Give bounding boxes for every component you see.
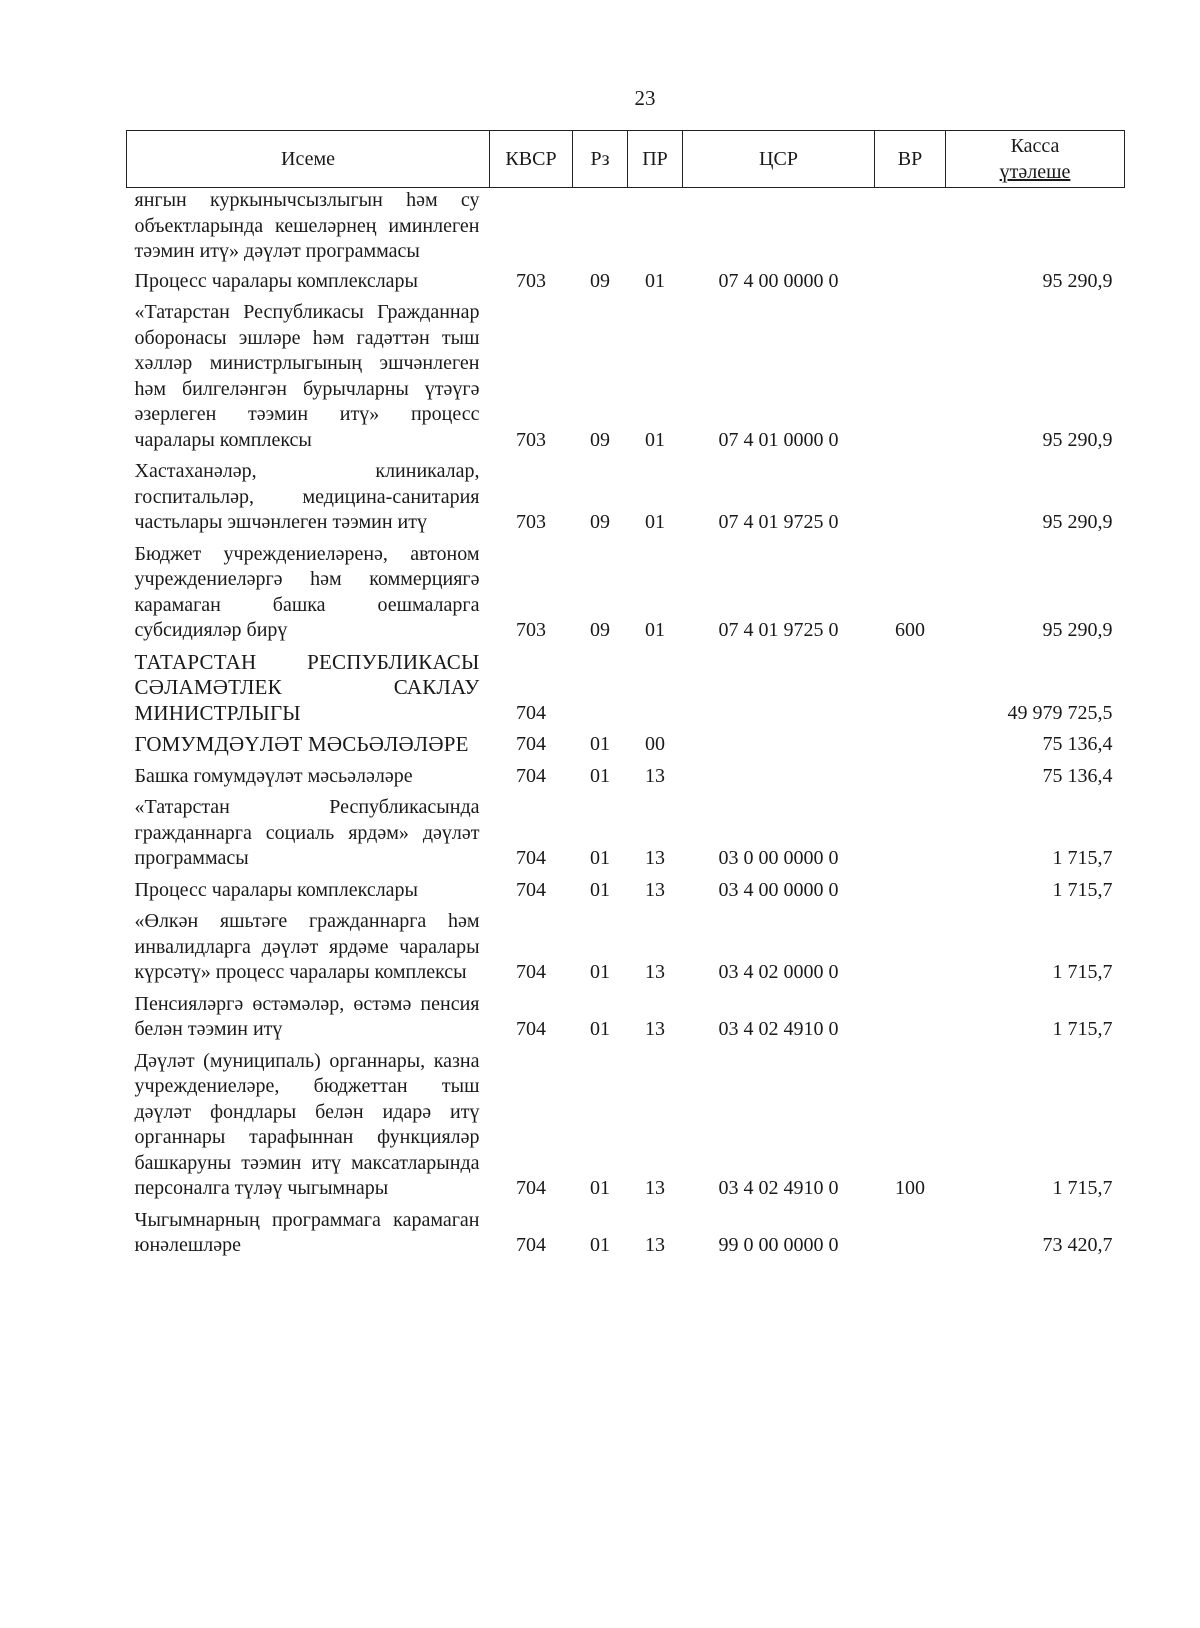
cell-pr: 01 xyxy=(645,619,665,641)
cell-rz: 01 xyxy=(590,764,610,787)
table-row xyxy=(127,300,1125,459)
table-row xyxy=(127,188,1125,269)
cell-kvsr: 704 xyxy=(516,764,546,787)
cell-kvsr: 703 xyxy=(516,428,546,451)
cell-vr xyxy=(875,1208,946,1265)
cell-csr xyxy=(683,732,875,764)
cell-kassa: 95 290,9 xyxy=(1042,619,1113,641)
cell-kassa: 1 715,7 xyxy=(1052,1018,1113,1040)
cell-name: «Өлкән яшьтәге гражданнарга һәм инвалидларга дәүләт ярдәме чаралары күрсәтү» процесс чаралары комплексы xyxy=(134,910,480,983)
header-pr: ПР xyxy=(628,131,683,188)
cell-rz: 09 xyxy=(590,428,610,451)
cell-csr: 03 4 00 0000 0 xyxy=(718,878,839,901)
cell-vr xyxy=(875,992,946,1049)
cell-pr: 13 xyxy=(645,961,665,983)
cell-rz: 01 xyxy=(590,961,610,983)
cell-pr xyxy=(628,650,683,733)
cell-vr: 100 xyxy=(895,1177,925,1199)
cell-kassa: 49 979 725,5 xyxy=(1007,701,1113,724)
cell-pr: 00 xyxy=(645,733,665,755)
table-row xyxy=(127,1208,1125,1265)
cell-kassa: 1 715,7 xyxy=(1052,878,1113,901)
cell-csr xyxy=(683,188,875,269)
cell-csr: 03 4 02 0000 0 xyxy=(718,961,839,983)
cell-kassa: 75 136,4 xyxy=(1042,733,1113,755)
header-kassa-line1: Касса xyxy=(1010,135,1060,157)
table-body xyxy=(127,188,1125,1265)
cell-name: Процесс чаралары комплекслары xyxy=(134,878,418,901)
cell-pr: 01 xyxy=(645,511,665,533)
cell-vr xyxy=(875,188,946,269)
table-row xyxy=(127,459,1125,542)
cell-vr xyxy=(875,269,946,301)
cell-kvsr: 704 xyxy=(516,733,546,755)
cell-pr: 01 xyxy=(645,269,665,292)
table-row xyxy=(127,542,1125,650)
cell-pr: 13 xyxy=(645,1234,665,1256)
cell-pr xyxy=(628,188,683,269)
cell-kvsr: 703 xyxy=(516,619,546,641)
table-row xyxy=(127,1049,1125,1208)
cell-rz: 01 xyxy=(590,1234,610,1256)
header-kvsr: КВСР xyxy=(490,131,573,188)
cell-name: Пенсияләргә өстәмәләр, өстәмә пенсия белән тәэмин итү xyxy=(134,992,480,1040)
header-rz: Рз xyxy=(573,131,628,188)
cell-rz: 01 xyxy=(590,878,610,901)
cell-rz: 01 xyxy=(590,733,610,755)
cell-vr xyxy=(875,650,946,733)
cell-csr: 07 4 01 9725 0 xyxy=(718,511,839,533)
cell-name: Бюджет учреждениеләренә, автоном учреждениеләргә һәм коммерциягә карамаган башка оешмаларга субсидияләр бирү xyxy=(134,542,480,641)
cell-vr: 600 xyxy=(895,619,925,641)
table-row xyxy=(127,650,1125,733)
cell-pr: 13 xyxy=(645,878,665,901)
cell-csr: 07 4 01 0000 0 xyxy=(718,428,839,451)
cell-name: «Татарстан Республикасы Гражданнар оборонасы эшләре һәм гадәттән тыш хәлләр министрлыгының эшчәнлеген һәм билгеләнгән бурычларны үтәүгә әзерлеген тәэмин итү» процесс чаралары комплексы xyxy=(134,301,480,451)
header-name: Исеме xyxy=(127,131,490,188)
cell-kvsr: 704 xyxy=(516,1177,546,1199)
cell-kassa: 1 715,7 xyxy=(1052,847,1113,869)
cell-kassa: 95 290,9 xyxy=(1042,269,1113,292)
cell-vr xyxy=(875,732,946,764)
table-row xyxy=(127,764,1125,796)
cell-kvsr: 704 xyxy=(516,878,546,901)
cell-csr: 03 4 02 4910 0 xyxy=(718,1018,839,1040)
cell-csr: 07 4 01 9725 0 xyxy=(718,619,839,641)
cell-name: Хастаханәләр, клиникалар, госпитальләр, медицина-санитария частьлары эшчәнлеген тәэмин итү xyxy=(134,460,480,533)
table-row xyxy=(127,909,1125,992)
cell-name: Чыгымнарның программага карамаган юнәлешләре xyxy=(134,1208,480,1256)
cell-name: Дәүләт (муниципаль) органнары, казна учреждениеләре, бюджеттан тыш дәүләт фондлары белән идарә итү органнары тарафыннан функцияләр башкаруны тәэмин итү максатларында персоналга түләү чыгымнары xyxy=(134,1049,480,1199)
cell-name: ТАТАРСТАН РЕСПУБЛИКАСЫ СӘЛАМӘТЛЕК САКЛАУ МИНИСТРЛЫГЫ xyxy=(134,649,480,725)
cell-pr: 01 xyxy=(645,428,665,451)
cell-kassa: 73 420,7 xyxy=(1042,1234,1113,1256)
cell-kassa xyxy=(946,188,1125,269)
cell-name: Башка гомумдәүләт мәсьәләләре xyxy=(134,764,413,787)
cell-name: Процесс чаралары комплекслары xyxy=(134,269,418,292)
cell-kassa: 1 715,7 xyxy=(1052,961,1113,983)
cell-rz: 09 xyxy=(590,269,610,292)
cell-pr: 13 xyxy=(645,1177,665,1199)
cell-rz: 09 xyxy=(590,619,610,641)
cell-kassa: 1 715,7 xyxy=(1052,1177,1113,1199)
cell-pr: 13 xyxy=(645,1018,665,1040)
cell-csr: 03 4 02 4910 0 xyxy=(718,1177,839,1199)
cell-csr xyxy=(683,650,875,733)
cell-rz: 01 xyxy=(590,1177,610,1199)
cell-rz xyxy=(573,650,628,733)
table-row xyxy=(127,795,1125,878)
cell-csr: 07 4 00 0000 0 xyxy=(718,269,839,292)
cell-kvsr: 704 xyxy=(516,961,546,983)
table-row xyxy=(127,878,1125,910)
cell-vr xyxy=(875,909,946,992)
cell-csr xyxy=(683,764,875,796)
page-number: 23 xyxy=(634,86,656,110)
cell-name: ГОМУМДӘҮЛӘТ МӘСЬӘЛӘЛӘРЕ xyxy=(134,732,469,756)
cell-kvsr xyxy=(490,188,573,269)
header-kassa-line2: үтәлеше xyxy=(999,161,1071,183)
cell-vr xyxy=(875,764,946,796)
cell-kvsr: 704 xyxy=(516,847,546,869)
table-row xyxy=(127,992,1125,1049)
cell-vr xyxy=(875,878,946,910)
table-row xyxy=(127,732,1125,764)
cell-rz: 01 xyxy=(590,1018,610,1040)
header-csr: ЦСР xyxy=(683,131,875,188)
budget-table xyxy=(126,130,1125,1265)
cell-rz: 09 xyxy=(590,511,610,533)
cell-pr: 13 xyxy=(645,764,665,787)
cell-rz: 01 xyxy=(590,847,610,869)
header-kassa xyxy=(946,131,1125,188)
table-row xyxy=(127,269,1125,301)
cell-kvsr: 704 xyxy=(516,1018,546,1040)
cell-kvsr: 704 xyxy=(516,1234,546,1256)
cell-name: «Татарстан Республикасында гражданнарга социаль ярдәм» дәүләт программасы xyxy=(134,796,480,869)
cell-kvsr: 704 xyxy=(516,701,546,724)
cell-csr: 99 0 00 0000 0 xyxy=(718,1234,839,1256)
cell-kassa: 95 290,9 xyxy=(1042,428,1113,451)
cell-rz xyxy=(573,188,628,269)
table-header xyxy=(127,131,1125,188)
cell-name: янгын куркынычсызлыгын һәм су объектларында кешеләрнең иминлеген тәэмин итү» дәүләт программасы xyxy=(134,189,480,262)
cell-kassa: 75 136,4 xyxy=(1042,764,1113,787)
cell-vr xyxy=(875,795,946,878)
cell-kvsr: 703 xyxy=(516,511,546,533)
cell-kvsr: 703 xyxy=(516,269,546,292)
cell-vr xyxy=(875,300,946,459)
header-vr: ВР xyxy=(875,131,946,188)
cell-vr xyxy=(875,459,946,542)
cell-csr: 03 0 00 0000 0 xyxy=(718,847,839,869)
cell-pr: 13 xyxy=(645,847,665,869)
cell-kassa: 95 290,9 xyxy=(1042,511,1113,533)
